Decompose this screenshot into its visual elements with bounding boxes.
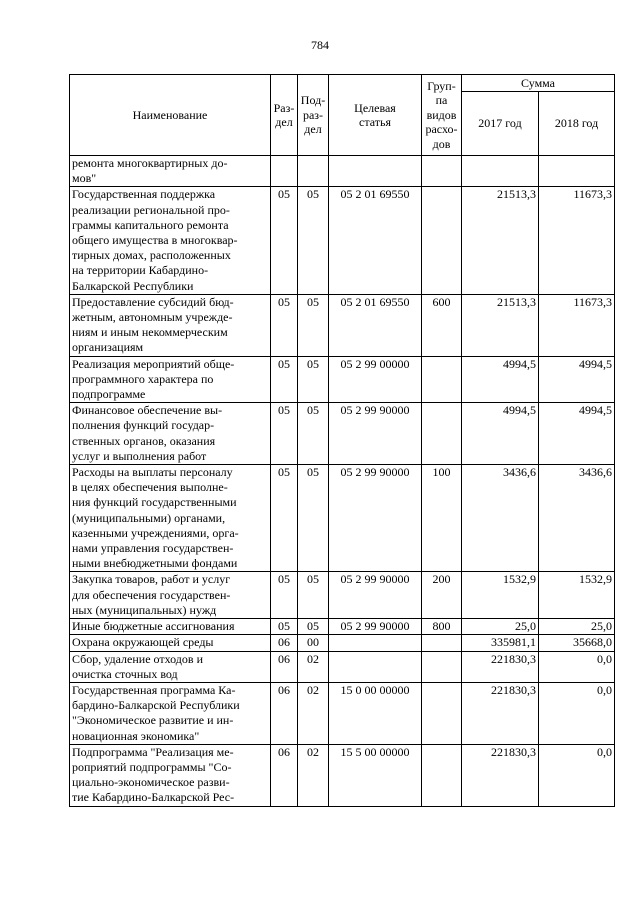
- table-row: [70, 294, 615, 356]
- cell-name: Расходы на выплаты персоналу в целях обеспечения выполне- ния функций государственными (муниципальными) органами, казенными учреждениями, орга- нами управления государствен- ными внебюджетными фондами: [70, 465, 271, 572]
- cell-podrazdel: 05: [298, 572, 329, 619]
- cell-sum-2017: 21513,3: [462, 187, 539, 294]
- header-target-article: Целевая статья: [329, 75, 422, 156]
- cell-sum-2017: 4994,5: [462, 356, 539, 403]
- budget-table: [69, 74, 615, 807]
- page-number: 784: [311, 38, 329, 52]
- table-row: [70, 187, 615, 294]
- cell-sum-2018: 11673,3: [539, 187, 615, 294]
- header-name: Наименование: [70, 75, 271, 156]
- table-row: [70, 744, 615, 806]
- cell-podrazdel: 05: [298, 403, 329, 465]
- header-year-2018: 2018 год: [539, 92, 615, 156]
- cell-sum-2017: 3436,6: [462, 465, 539, 572]
- cell-expense-group: 200: [422, 572, 462, 619]
- cell-expense-group: [422, 403, 462, 465]
- cell-podrazdel: 05: [298, 465, 329, 572]
- cell-expense-group: 100: [422, 465, 462, 572]
- cell-target-article: 05 2 01 69550: [329, 187, 422, 294]
- cell-razdel: 06: [271, 744, 298, 806]
- cell-expense-group: [422, 156, 462, 187]
- cell-podrazdel: 00: [298, 635, 329, 651]
- table-row: [70, 403, 615, 465]
- cell-sum-2018: 25,0: [539, 619, 615, 635]
- cell-sum-2017: 4994,5: [462, 403, 539, 465]
- cell-sum-2017: 21513,3: [462, 294, 539, 356]
- cell-sum-2018: [539, 156, 615, 187]
- table-row: [70, 651, 615, 682]
- cell-name: Иные бюджетные ассигнования: [70, 619, 271, 635]
- cell-razdel: 05: [271, 187, 298, 294]
- cell-sum-2017: 335981,1: [462, 635, 539, 651]
- cell-sum-2018: 0,0: [539, 651, 615, 682]
- table-body: [70, 156, 615, 807]
- cell-razdel: 05: [271, 356, 298, 403]
- cell-name: Предоставление субсидий бюд- жетным, автономным учрежде- ниям и иным некоммерческим организациям: [70, 294, 271, 356]
- cell-name: Финансовое обеспечение вы- полнения функций государ- ственных органов, оказания услуг и выполнения работ: [70, 403, 271, 465]
- cell-podrazdel: 02: [298, 682, 329, 744]
- cell-razdel: [271, 156, 298, 187]
- cell-sum-2017: 221830,3: [462, 682, 539, 744]
- cell-sum-2017: 25,0: [462, 619, 539, 635]
- header-podrazdel: Под- раз- дел: [298, 75, 329, 156]
- table-row: [70, 156, 615, 187]
- cell-target-article: 15 5 00 00000: [329, 744, 422, 806]
- cell-name: Охрана окружающей среды: [70, 635, 271, 651]
- cell-podrazdel: 05: [298, 187, 329, 294]
- table-row: [70, 682, 615, 744]
- cell-target-article: 15 0 00 00000: [329, 682, 422, 744]
- cell-sum-2017: 221830,3: [462, 651, 539, 682]
- cell-sum-2018: 1532,9: [539, 572, 615, 619]
- cell-sum-2018: 4994,5: [539, 403, 615, 465]
- cell-sum-2018: 11673,3: [539, 294, 615, 356]
- cell-target-article: [329, 156, 422, 187]
- cell-target-article: 05 2 99 90000: [329, 403, 422, 465]
- cell-name: Государственная поддержка реализации региональной про- граммы капитального ремонта общего имущества в многоквар- тирных домах, расположенных на территории Кабардино- Балкарской Республики: [70, 187, 271, 294]
- cell-podrazdel: 05: [298, 294, 329, 356]
- cell-razdel: 05: [271, 619, 298, 635]
- header-expense-group: Груп- па видов расхо- дов: [422, 75, 462, 156]
- cell-target-article: 05 2 99 90000: [329, 572, 422, 619]
- cell-target-article: 05 2 99 90000: [329, 619, 422, 635]
- cell-sum-2017: 1532,9: [462, 572, 539, 619]
- cell-name: ремонта многоквартирных до- мов": [70, 156, 271, 187]
- cell-razdel: 05: [271, 294, 298, 356]
- cell-expense-group: [422, 635, 462, 651]
- header-year-2017: 2017 год: [462, 92, 539, 156]
- cell-expense-group: 600: [422, 294, 462, 356]
- table-row: [70, 619, 615, 635]
- cell-sum-2018: 3436,6: [539, 465, 615, 572]
- cell-name: Подпрограмма "Реализация ме- роприятий подпрограммы "Со- циально-экономическое разви- тие Кабардино-Балкарской Рес-: [70, 744, 271, 806]
- cell-name: Закупка товаров, работ и услуг для обеспечения государствен- ных (муниципальных) нужд: [70, 572, 271, 619]
- table-row: [70, 635, 615, 651]
- table-row: [70, 572, 615, 619]
- cell-target-article: 05 2 01 69550: [329, 294, 422, 356]
- cell-razdel: 06: [271, 682, 298, 744]
- cell-expense-group: 800: [422, 619, 462, 635]
- cell-expense-group: [422, 651, 462, 682]
- cell-name: Государственная программа Ка- бардино-Балкарской Республики "Экономическое развитие и ин- новационная экономика": [70, 682, 271, 744]
- cell-target-article: 05 2 99 00000: [329, 356, 422, 403]
- cell-sum-2017: 221830,3: [462, 744, 539, 806]
- cell-podrazdel: 05: [298, 619, 329, 635]
- cell-target-article: [329, 651, 422, 682]
- cell-razdel: 05: [271, 465, 298, 572]
- cell-podrazdel: 05: [298, 356, 329, 403]
- cell-razdel: 05: [271, 572, 298, 619]
- cell-sum-2017: [462, 156, 539, 187]
- cell-expense-group: [422, 682, 462, 744]
- cell-podrazdel: [298, 156, 329, 187]
- header-sum: Сумма: [462, 75, 615, 92]
- cell-razdel: 06: [271, 651, 298, 682]
- cell-target-article: 05 2 99 90000: [329, 465, 422, 572]
- cell-podrazdel: 02: [298, 744, 329, 806]
- cell-expense-group: [422, 744, 462, 806]
- table-row: [70, 465, 615, 572]
- cell-name: Сбор, удаление отходов и очистка сточных вод: [70, 651, 271, 682]
- cell-sum-2018: 4994,5: [539, 356, 615, 403]
- table-header: [70, 75, 615, 156]
- cell-target-article: [329, 635, 422, 651]
- cell-expense-group: [422, 187, 462, 294]
- cell-razdel: 06: [271, 635, 298, 651]
- cell-sum-2018: 35668,0: [539, 635, 615, 651]
- cell-name: Реализация мероприятий обще- программного характера по подпрограмме: [70, 356, 271, 403]
- cell-sum-2018: 0,0: [539, 744, 615, 806]
- cell-podrazdel: 02: [298, 651, 329, 682]
- table-row: [70, 356, 615, 403]
- cell-razdel: 05: [271, 403, 298, 465]
- cell-sum-2018: 0,0: [539, 682, 615, 744]
- header-razdel: Раз- дел: [271, 75, 298, 156]
- cell-expense-group: [422, 356, 462, 403]
